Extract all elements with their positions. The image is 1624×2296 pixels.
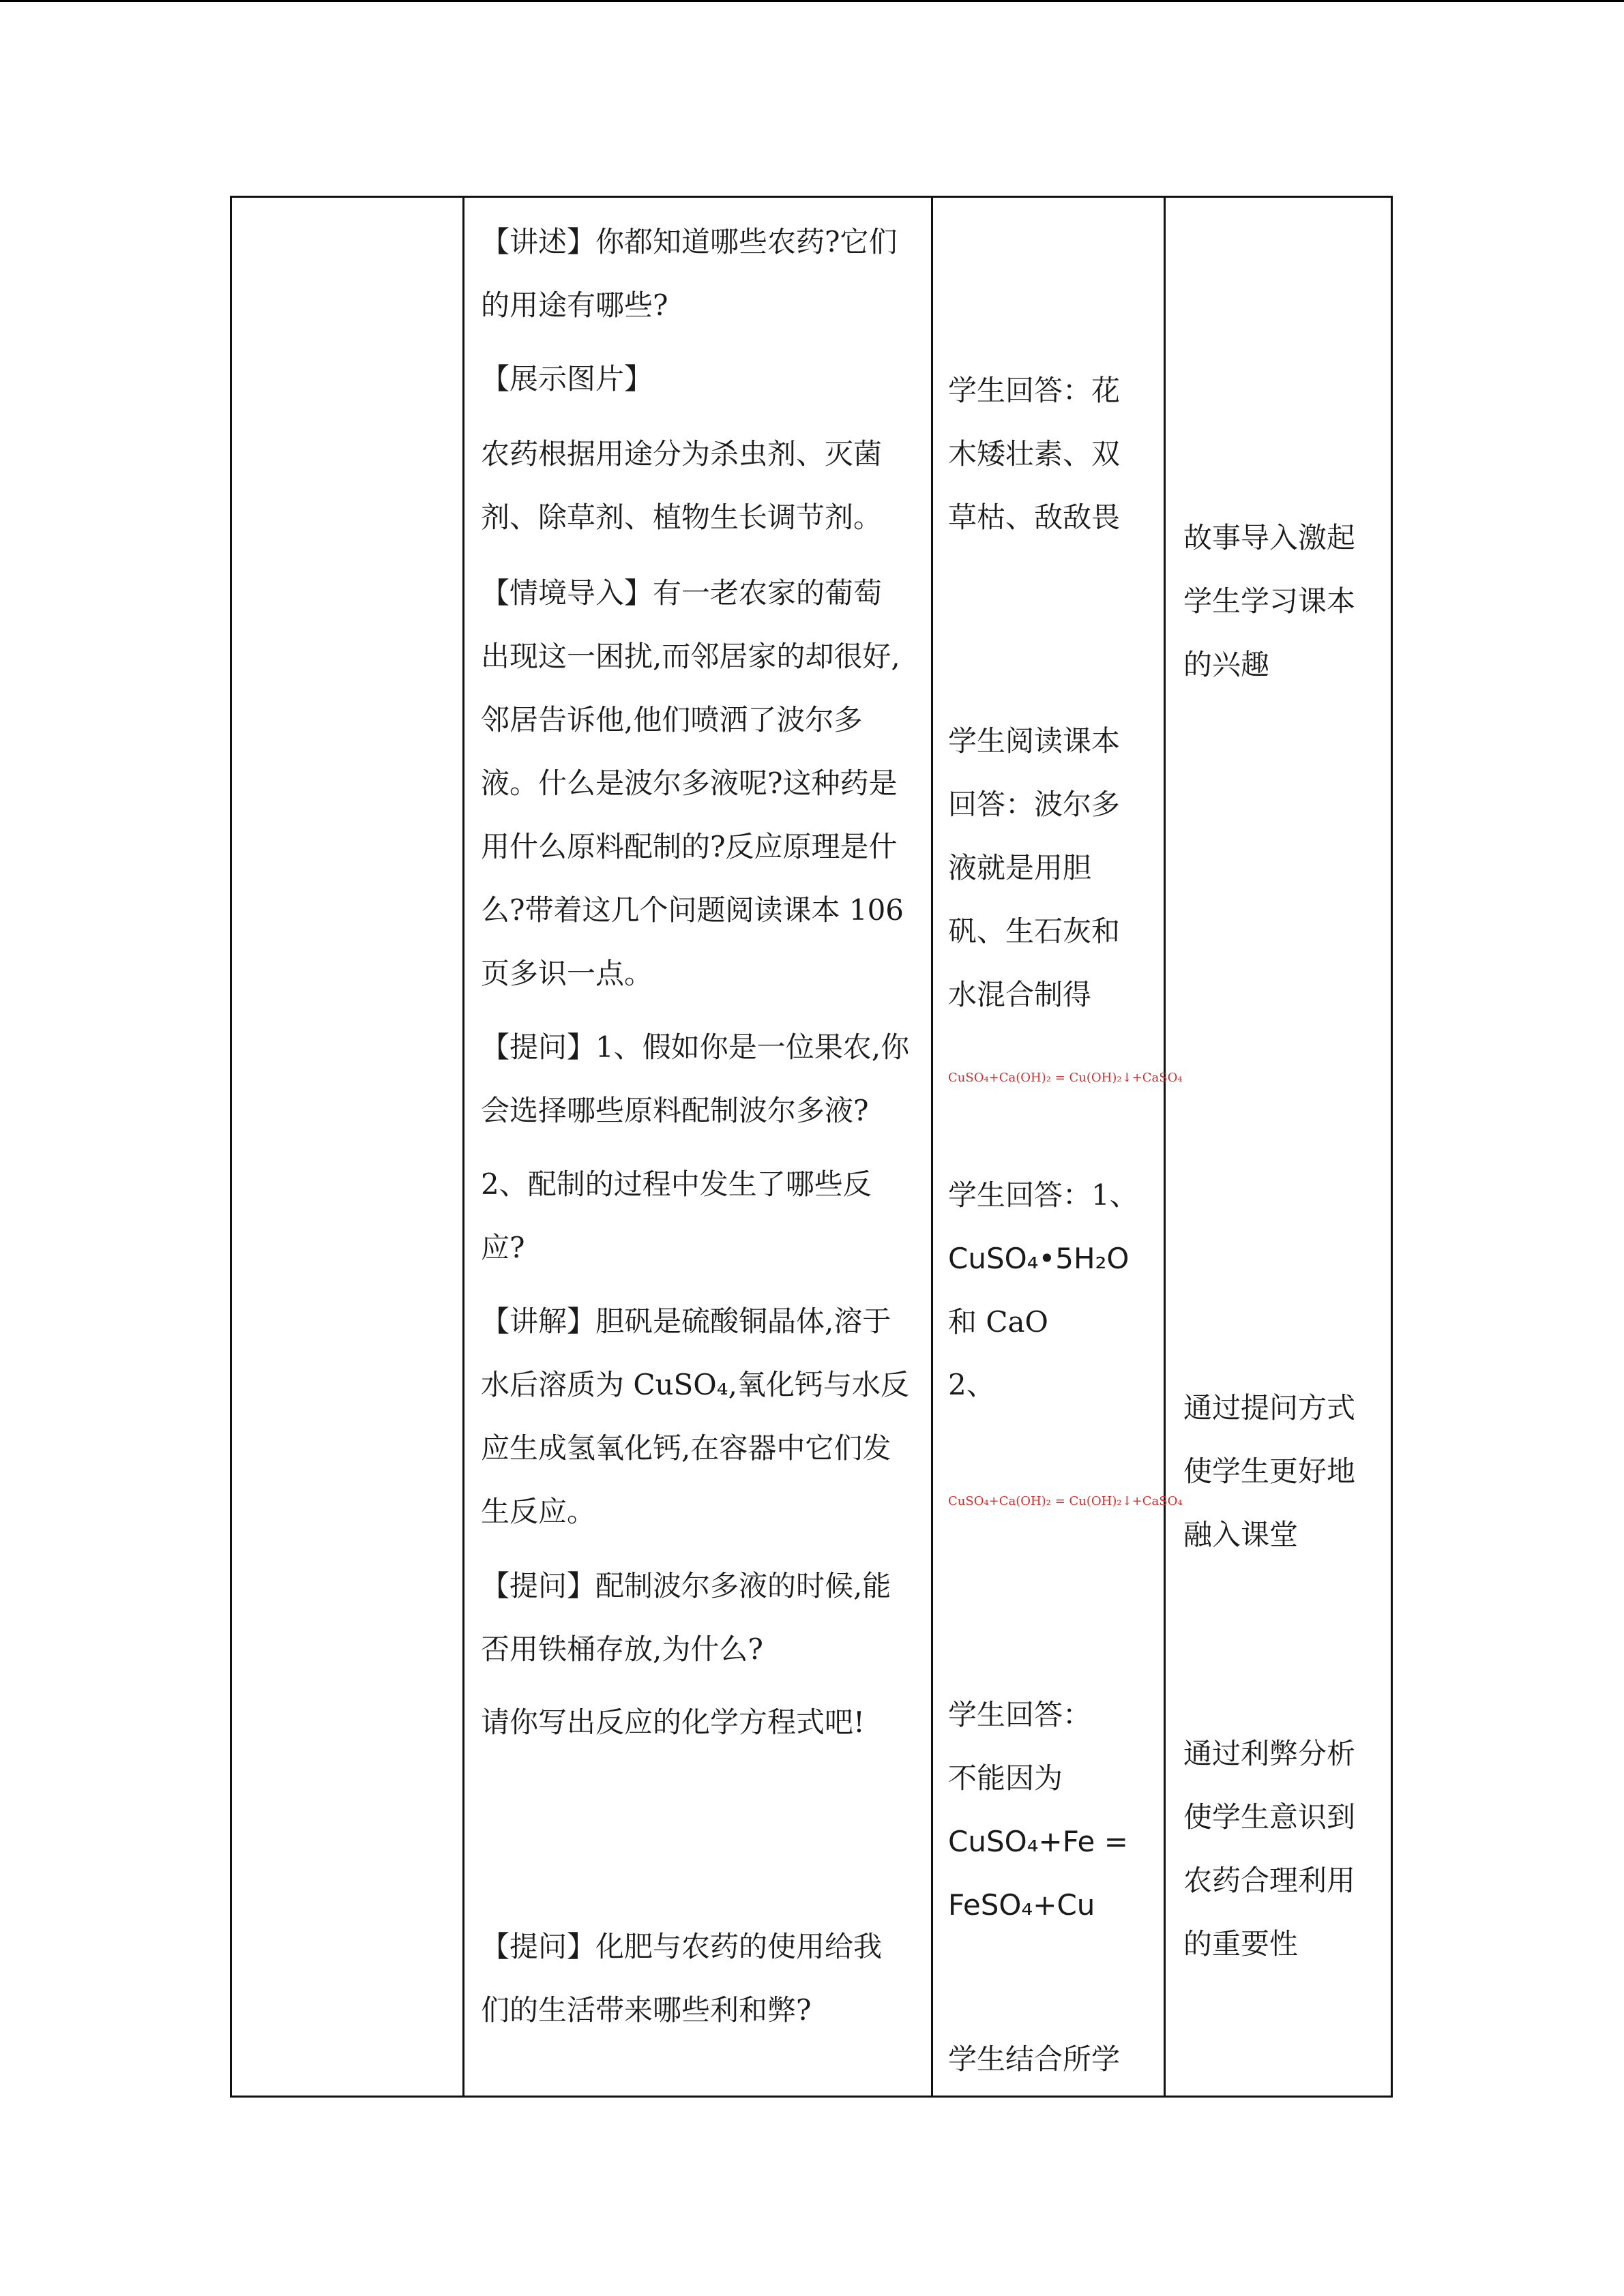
student-line: 学生回答：1、 bbox=[948, 1178, 1138, 1212]
activity-line: 【展示图片】 bbox=[481, 362, 653, 396]
student-line: FeSO₄+Cu bbox=[948, 1888, 1095, 1922]
column-divider bbox=[931, 198, 933, 2096]
equation-image: CuSO₄+Ca(OH)₂ = Cu(OH)₂↓+CaSO₄ bbox=[948, 1071, 1183, 1085]
stage-column bbox=[232, 198, 462, 2096]
lesson-plan-table bbox=[230, 196, 1393, 2098]
activity-line: 【讲述】你都知道哪些农药?它们 bbox=[481, 225, 898, 258]
student-line: 学生回答：花 bbox=[948, 374, 1121, 407]
activity-line: 【提问】配制波尔多液的时候,能 bbox=[481, 1569, 891, 1602]
student-line: 液就是用胆 bbox=[948, 851, 1092, 884]
intent-line: 的重要性 bbox=[1183, 1927, 1299, 1960]
activity-line: 用什么原料配制的?反应原理是什 bbox=[481, 830, 898, 863]
page-top-rule bbox=[0, 0, 1624, 2]
activity-line: 剂、除草剂、植物生长调节剂。 bbox=[481, 501, 883, 534]
teacher-activity-column bbox=[481, 198, 924, 2096]
intent-line: 故事导入激起 bbox=[1183, 521, 1356, 554]
intent-line: 学生学习课本 bbox=[1183, 584, 1356, 618]
activity-line: 会选择哪些原料配制波尔多液? bbox=[481, 1094, 869, 1127]
student-line: 2、 bbox=[948, 1368, 995, 1401]
activity-line: 应? bbox=[481, 1231, 525, 1264]
student-line: 矾、生石灰和 bbox=[948, 914, 1121, 948]
intent-line: 的兴趣 bbox=[1183, 648, 1270, 681]
activity-line: 页多识一点。 bbox=[481, 957, 653, 990]
student-line: 水混合制得 bbox=[948, 978, 1092, 1011]
student-line: 不能因为 bbox=[948, 1761, 1063, 1795]
activity-line: 应生成氢氧化钙,在容器中它们发 bbox=[481, 1431, 891, 1465]
activity-line: 么?带着这几个问题阅读课本 106 bbox=[481, 893, 904, 927]
student-line: 学生回答： bbox=[948, 1698, 1092, 1731]
student-line: 木矮壮素、双 bbox=[948, 437, 1121, 471]
student-line: CuSO₄+Fe = bbox=[948, 1825, 1128, 1858]
activity-line: 液。什么是波尔多液呢?这种药是 bbox=[481, 766, 898, 800]
activity-line: 水后溶质为 CuSO₄,氧化钙与水反 bbox=[481, 1368, 909, 1401]
student-line: 学生阅读课本 bbox=[948, 724, 1121, 758]
equation-image: CuSO₄+Ca(OH)₂ = Cu(OH)₂↓+CaSO₄ bbox=[948, 1494, 1183, 1508]
activity-line: 【提问】1、假如你是一位果农,你 bbox=[481, 1030, 910, 1064]
student-line: 学生结合所学 bbox=[948, 2042, 1121, 2076]
student-line: CuSO₄•5H₂O bbox=[948, 1242, 1130, 1275]
activity-line: 【讲解】胆矾是硫酸铜晶体,溶于 bbox=[481, 1304, 891, 1338]
activity-line: 们的生活带来哪些利和弊? bbox=[481, 1993, 812, 2027]
intent-line: 融入课堂 bbox=[1183, 1518, 1299, 1551]
activity-line: 【情境导入】有一老农家的葡萄 bbox=[481, 576, 883, 610]
activity-line: 否用铁桶存放,为什么? bbox=[481, 1632, 763, 1666]
activity-line: 的用途有哪些? bbox=[481, 288, 668, 322]
column-divider bbox=[462, 198, 464, 2096]
activity-line: 邻居告诉他,他们喷洒了波尔多 bbox=[481, 703, 863, 736]
student-activity-column bbox=[948, 198, 1183, 2096]
intent-line: 通过利弊分析 bbox=[1183, 1737, 1356, 1770]
activity-line: 2、配制的过程中发生了哪些反 bbox=[481, 1167, 872, 1201]
student-line: 和 CaO bbox=[948, 1305, 1048, 1339]
activity-line: 请你写出反应的化学方程式吧! bbox=[481, 1705, 865, 1739]
student-line: 回答：波尔多 bbox=[948, 788, 1121, 821]
activity-line: 农药根据用途分为杀虫剂、灭菌 bbox=[481, 437, 883, 471]
intent-line: 通过提问方式 bbox=[1183, 1391, 1356, 1425]
intent-line: 使学生意识到 bbox=[1183, 1800, 1356, 1834]
column-divider bbox=[1164, 198, 1166, 2096]
intent-line: 农药合理利用 bbox=[1183, 1864, 1356, 1897]
activity-line: 生反应。 bbox=[481, 1495, 596, 1528]
intent-line: 使学生更好地 bbox=[1183, 1455, 1356, 1488]
activity-line: 【提问】化肥与农药的使用给我 bbox=[481, 1930, 883, 1963]
design-intent-column bbox=[1183, 198, 1388, 2096]
activity-line: 出现这一困扰,而邻居家的却很好, bbox=[481, 640, 900, 673]
student-line: 草枯、敌敌畏 bbox=[948, 501, 1121, 534]
